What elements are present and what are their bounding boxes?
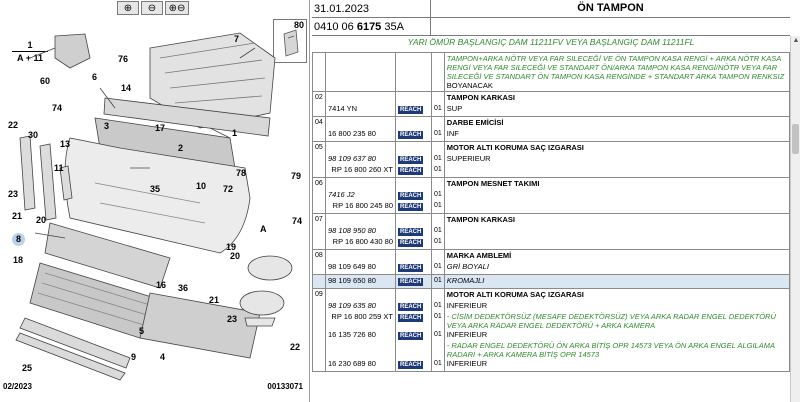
callout-35[interactable]: 35 [150,184,161,194]
part-description: INF [446,129,459,138]
part-row[interactable] [313,250,790,275]
reference-cell [326,214,396,250]
reach-cell [396,289,432,372]
callout-5[interactable]: 5 [139,326,145,336]
parts-diagram-panel[interactable] [0,0,310,402]
part-description: SUPERIEUR [446,154,491,163]
diagram-date: 02/2023 [3,382,32,391]
quantity-cell [432,275,445,289]
description-cell [444,92,789,117]
callout-19[interactable]: 19 [226,242,237,252]
quantity-cell [432,92,445,117]
quantity-cell [432,178,445,214]
part-description [447,237,787,248]
part-description: SUP [446,104,463,113]
callout-3[interactable]: 3 [104,121,110,131]
reach-badge: REACH [400,168,422,174]
ref-prefix: 0410 06 [314,21,354,33]
part-description: - CİSİM DEDEKTÖRSÜZ (MESAFE DEDEKTÖRSÜZ) VEYA ARKA RADAR ENGEL DEDEKTÖRÜ VEYA ARKA RADAR ENGEL DEDEKTÖRÜ + ARKA KAMERA [446,312,776,330]
description-cell [444,275,789,289]
callout-23-b[interactable]: 23 [227,314,238,324]
callout-74-b[interactable]: 74 [292,216,303,226]
callout-76[interactable]: 76 [118,54,129,64]
description-cell [444,214,789,250]
part-reference[interactable]: 16 230 689 80 [328,359,376,368]
quantity-cell [432,250,445,275]
quantity-cell [432,117,445,142]
reference-cell [326,142,396,178]
reach-cell [396,92,432,117]
catalog-date: 31.01.2023 [314,3,370,15]
part-quantity: 01 [434,191,442,198]
row-number: 06 [313,178,326,214]
part-title: TAMPON MESNET TAKIMI [446,179,540,188]
callout-30[interactable]: 30 [28,130,39,140]
part-reference[interactable]: 98 109 637 80 [328,154,376,163]
callout-16[interactable]: 16 [156,280,167,290]
part-row[interactable] [313,178,790,214]
part-row[interactable] [313,92,790,117]
reach-badge: REACH [400,132,422,138]
reference-cell [326,117,396,142]
callout-4[interactable]: 4 [160,352,166,362]
callout-1[interactable]: 1 [232,128,238,138]
row-number [313,275,326,289]
part-quantity: 01 [434,202,442,209]
row-number: 05 [313,142,326,178]
reach-badge: REACH [400,157,422,163]
part-description [447,165,787,176]
callout-6[interactable]: 6 [92,72,98,82]
header-row-1 [312,0,790,18]
zoom-fit-icon[interactable]: ⊕⊖ [165,1,189,15]
description-cell [444,142,789,178]
part-quantity: 01 [434,166,442,173]
intro-row [313,53,790,92]
part-description: - RADAR ENGEL DEDEKTÖRÜ ÖN ARKA BİTİŞ OPR 14573 VEYA ÖN ARKA ENGEL ALGILAMA RADARI + ARKA KAMERA BİTİŞ OPR 14573 [446,341,775,359]
description-cell [444,117,789,142]
reference-cell [326,250,396,275]
part-reference[interactable]: 16 800 235 80 [328,129,376,138]
variant-condition: YARI ÖMÜR BAŞLANGIÇ DAM 11211FV VEYA BAŞLANGIÇ DAM 11211FL [407,37,695,47]
row-number: 08 [313,250,326,275]
callout-21-b[interactable]: 21 [209,295,220,305]
part-reference[interactable]: RP 16 800 260 XT [331,165,393,174]
part-reference[interactable]: 98 108 950 80 [328,226,376,235]
callout-78[interactable]: 78 [236,168,247,178]
part-description: INFERIEUR [446,359,488,368]
callout-36[interactable]: 36 [178,283,189,293]
callout-13[interactable]: 13 [60,139,71,149]
reach-cell [396,275,432,289]
fraction-bottom: A + 11 [17,53,43,63]
part-reference[interactable]: 98 109 649 80 [328,262,376,271]
callout-A[interactable]: A [260,224,267,234]
callout-22[interactable]: 22 [8,120,19,130]
reference-cell [326,92,396,117]
reach-badge: REACH [400,204,422,210]
reference-cell [326,289,396,372]
part-quantity: 01 [434,277,442,284]
part-reference[interactable]: 16 135 726 80 [328,330,376,339]
part-quantity: 01 [434,263,442,270]
parts-scrollbar[interactable] [790,36,800,402]
intro-note: TAMPON+ARKA NÖTR VEYA FAR SILECEĞİ VE ÖN TAMPON KASA RENGİ + ARKA NÖTR KASA RENGİ VEYA FAR SILECEĞİ VE STANDART ÖN/ARKA TAMPON KASA RENGİ/NÖTR VEYA FAR SILECEĞİ VE STANDART ÖN TAMPON KASA RENGİNDE + STANDART ARKA TAMPON RENKSIZ [446,54,785,81]
part-title: DARBE EMİCİSİ [446,118,504,127]
callout-8-selected[interactable]: 8 [12,233,25,246]
reach-cell [396,214,432,250]
part-title: MARKA AMBLEMİ [446,251,512,260]
reach-badge: REACH [400,193,422,199]
description-cell [444,289,789,372]
description-cell [444,178,789,214]
quantity-cell [432,142,445,178]
part-description: KROMAJLI [446,276,485,285]
callout-18[interactable]: 18 [13,255,24,265]
header-row-2 [312,18,790,36]
reach-badge: REACH [400,333,422,339]
row-number: 07 [313,214,326,250]
inset-number: 80 [293,20,304,30]
callout-20-b[interactable]: 20 [230,251,241,261]
quantity-cell [432,289,445,372]
callout-9[interactable]: 9 [131,352,137,362]
row-number: 09 [313,289,326,372]
part-title: TAMPON KARKASI [446,215,515,224]
row-number: 02 [313,92,326,117]
ref-bold: 6175 [356,21,382,33]
part-quantity: 01 [434,360,442,367]
part-description: INFERIEUR [446,330,488,339]
callout-17[interactable]: 17 [155,123,166,133]
reach-badge: REACH [400,279,422,285]
part-row[interactable] [313,117,790,142]
part-row[interactable] [313,289,790,372]
reach-cell [396,250,432,275]
callout-2[interactable]: 2 [178,143,184,153]
part-title: TAMPON KARKASI [446,93,515,102]
part-description: GRİ BOYALI [446,262,489,271]
reach-badge: REACH [400,315,422,321]
row-number: 04 [313,117,326,142]
diagram-code: 00133071 [267,382,303,391]
reference-cell [326,178,396,214]
callout-7[interactable]: 7 [234,34,240,44]
callout-25[interactable]: 25 [22,363,33,373]
part-description [447,190,787,201]
scroll-up-icon[interactable]: ▲ [792,37,800,44]
callout-23[interactable]: 23 [8,189,19,199]
page-title: ÖN TAMPON [430,0,790,18]
part-quantity: 01 [434,313,442,320]
description-cell [444,250,789,275]
callout-60[interactable]: 60 [40,76,51,86]
callout-74[interactable]: 74 [52,103,63,113]
part-title: MOTOR ALTI KORUMA SAÇ IZGARASI [446,290,584,299]
part-description: INFERIEUR [446,301,488,310]
part-reference[interactable]: 98 109 635 80 [328,301,376,310]
part-quantity: 01 [434,331,442,338]
callout-20[interactable]: 20 [36,215,47,225]
reach-badge: REACH [400,304,422,310]
reference-cell [326,275,396,289]
reach-badge: REACH [400,229,422,235]
reach-badge: REACH [400,362,422,368]
part-reference[interactable]: 98 109 650 80 [328,276,376,285]
part-row[interactable] [313,275,790,289]
quantity-cell [432,214,445,250]
reach-cell [396,142,432,178]
part-quantity: 01 [434,155,442,162]
fraction-top: 1 [27,40,33,50]
callout-14[interactable]: 14 [121,83,132,93]
scroll-thumb[interactable] [792,124,799,154]
part-row[interactable] [313,214,790,250]
part-row[interactable] [313,142,790,178]
parts-list-panel [312,0,800,402]
catalog-reference [314,21,404,33]
reach-badge: REACH [400,240,422,246]
part-quantity: 01 [434,227,442,234]
part-reference[interactable]: 7416 J2 [328,190,355,199]
callout-79[interactable]: 79 [291,171,302,181]
reach-badge: REACH [400,265,422,271]
callout-11[interactable]: 11 [54,163,64,173]
part-quantity: 01 [434,130,442,137]
callout-72[interactable]: 72 [223,184,234,194]
part-reference[interactable] [328,341,393,359]
parts-table [312,52,790,372]
reach-cell [396,178,432,214]
callout-10[interactable]: 10 [196,181,207,191]
callout-22-b[interactable]: 22 [290,342,301,352]
part-quantity [434,341,442,359]
part-description [447,226,787,237]
diagram-toolbar [117,1,189,15]
part-reference[interactable]: 7414 YN [328,104,358,113]
reach-badge: REACH [400,107,422,113]
part-reference[interactable]: RP 16 800 430 80 [332,237,393,246]
part-quantity: 01 [434,302,442,309]
part-quantity: 01 [434,238,442,245]
ref-suffix: 35A [384,21,404,33]
zoom-out-icon[interactable]: ⊖ [141,1,163,15]
part-reference[interactable]: RP 16 800 245 80 [332,201,393,210]
part-quantity: 01 [434,105,442,112]
bumper-exploded-view [0,18,310,388]
reach-cell [396,117,432,142]
part-title: MOTOR ALTI KORUMA SAÇ IZGARASI [446,143,584,152]
zoom-in-icon[interactable]: ⊕ [117,1,139,15]
part-description [447,201,787,212]
intro-sub: BOYANACAK [446,81,493,90]
part-reference[interactable]: RP 16 800 259 XT [331,312,393,321]
callout-21[interactable]: 21 [12,211,23,221]
